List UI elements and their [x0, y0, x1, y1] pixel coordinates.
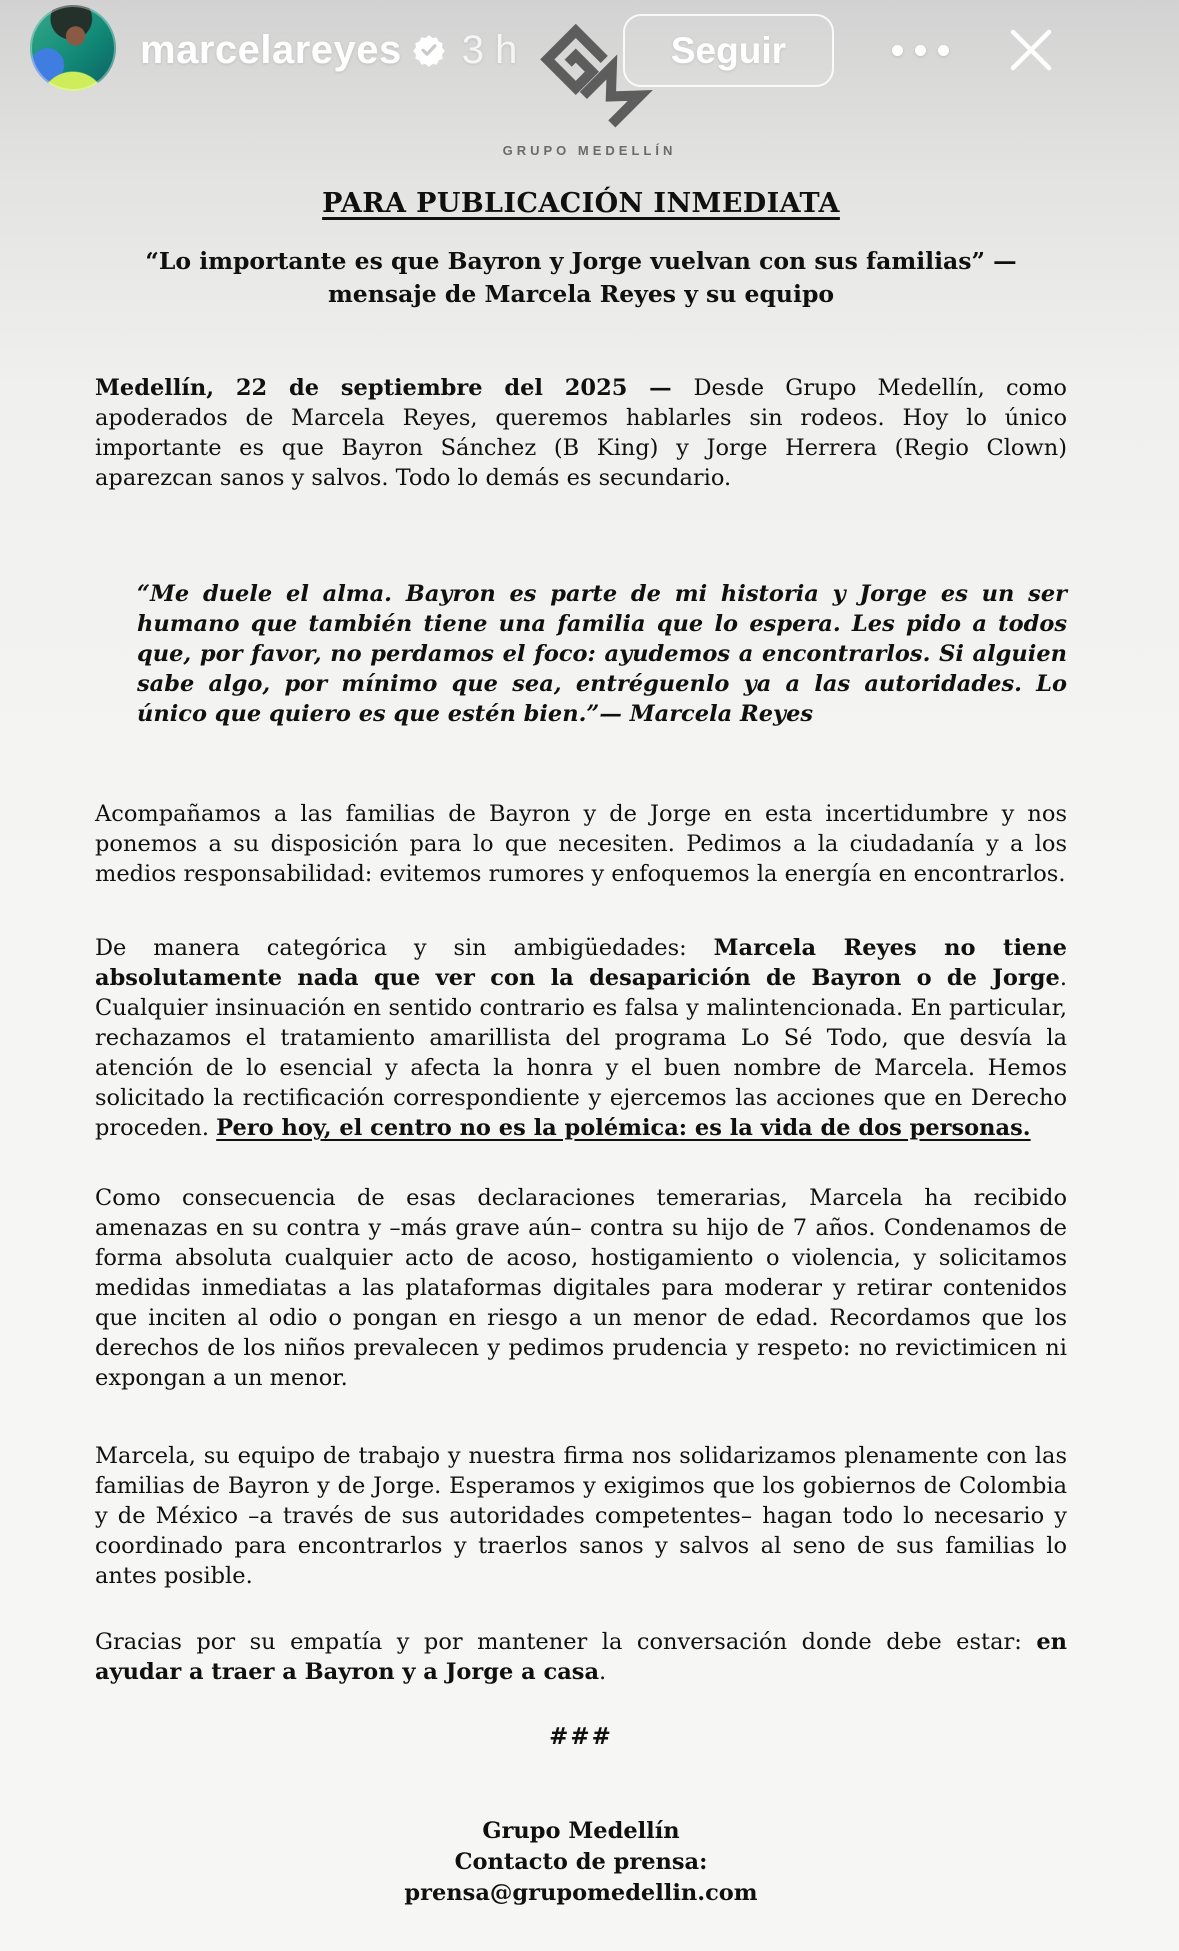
quote-attribution: — Marcela Reyes [599, 701, 814, 727]
threats-paragraph: Como consecuencia de esas declaraciones temerarias, Marcela ha recibido amenazas en su contra y –más grave aún– contra su hijo de 7 años. Condenamos de forma absoluta cualquier acto de acoso, hostigamiento o violencia, y solicitamos medidas inmediatas a las plataformas digitales para moderar y retirar contenidos que inciten al odio o pongan en riesgo a un menor de edad. Recordamos que los derechos de los niños prevalecen y pedimos prudencia y respeto: no revictimicen ni expongan a un menor. [95, 1185, 1067, 1391]
denial-lead: De manera categórica y sin ambigüedades: [95, 935, 714, 961]
marcela-quote [95, 579, 1067, 729]
denial-key-sentence: Pero hoy, el centro no es la polémica: es la vida de dos personas. [216, 1115, 1031, 1141]
denial-bold: Marcela Reyes no tiene absolutamente nada que ver con la desaparición de Bayron o de Jorge [95, 935, 1067, 991]
denial-middle: . Cualquier insinuación en sentido contrario es falsa y malintencionada. En particular, rechazamos el tratamiento amarillista del programa Lo Sé Todo, que desvía la atención de lo esencial y afecta la honra y el buen nombre de Marcela. Hemos solicitado la rectificación correspondiente y ejercemos las acciones que en Derecho proceden. [95, 965, 1067, 1141]
denial-paragraph [95, 933, 1067, 1143]
dateline-paragraph [95, 373, 1067, 493]
close-icon[interactable] [1005, 24, 1057, 76]
footer-org: Grupo Medellín [482, 1818, 680, 1844]
quote-text: “Me duele el alma. Bayron es parte de mi historia y Jorge es un ser humano que también tiene una familia que lo espera. Les pido a todos que, por favor, no perdamos el foco: ayudemos a encontrarlos. Si alguien sabe algo, por mínimo que sea, entréguenlo ya a las autoridades. Lo único que quiero es que estén bien.” [137, 581, 1067, 727]
story-timestamp: 3 h [461, 27, 518, 72]
press-contact-footer [95, 1816, 1067, 1909]
thanks-lead: Gracias por su empatía y por mantener la conversación donde debe estar: [95, 1629, 1037, 1655]
release-subtitle: “Lo importante es que Bayron y Jorge vuelvan con sus familias” — mensaje de Marcela Reyes y su equipo [145, 247, 1017, 308]
avatar[interactable] [30, 5, 116, 91]
dateline-bold: Medellín, 22 de septiembre del 2025 — [95, 375, 694, 401]
username[interactable]: marcelareyes [140, 27, 402, 72]
thanks-paragraph [95, 1627, 1067, 1687]
footer-contact-label: Contacto de prensa: [454, 1849, 708, 1875]
footer-email: prensa@grupomedellin.com [404, 1880, 758, 1906]
release-title: PARA PUBLICACIÓN INMEDIATA [322, 188, 840, 219]
thanks-end: . [599, 1659, 607, 1685]
end-mark: ### [549, 1723, 613, 1750]
logo-caption: GRUPO MEDELLÍN [502, 143, 677, 158]
verified-badge-icon [412, 33, 446, 67]
story-header [0, 0, 1179, 100]
more-options-icon[interactable] [890, 31, 951, 70]
press-release-document [95, 188, 1067, 1909]
dateline-text: Desde Grupo Medellín, como apoderados de Marcela Reyes, queremos hablarles sin rodeos. Hoy lo único importante es que Bayron Sánchez (B King) y Jorge Herrera (Regio Clown) aparezcan sanos y salvos. Todo lo demás es secundario. [95, 375, 1067, 491]
solidarity-paragraph: Marcela, su equipo de trabajo y nuestra firma nos solidarizamos plenamente con las familias de Bayron y de Jorge. Esperamos y exigimos que los gobiernos de Colombia y de México –a través de sus autoridades competentes– hagan todo lo necesario y coordinado para encontrarlos y traerlos sanos y salvos al seno de sus familias lo antes posible. [95, 1443, 1067, 1589]
families-paragraph: Acompañamos a las familias de Bayron y de Jorge en esta incertidumbre y nos ponemos a su disposición para lo que necesiten. Pedimos a la ciudadanía y a los medios responsabilidad: evitemos rumores y enfoquemos la energía en encontrarlos. [95, 801, 1067, 887]
follow-button[interactable]: Seguir [623, 14, 834, 87]
thanks-bold: en ayudar a traer a Bayron y a Jorge a casa [95, 1629, 1067, 1685]
